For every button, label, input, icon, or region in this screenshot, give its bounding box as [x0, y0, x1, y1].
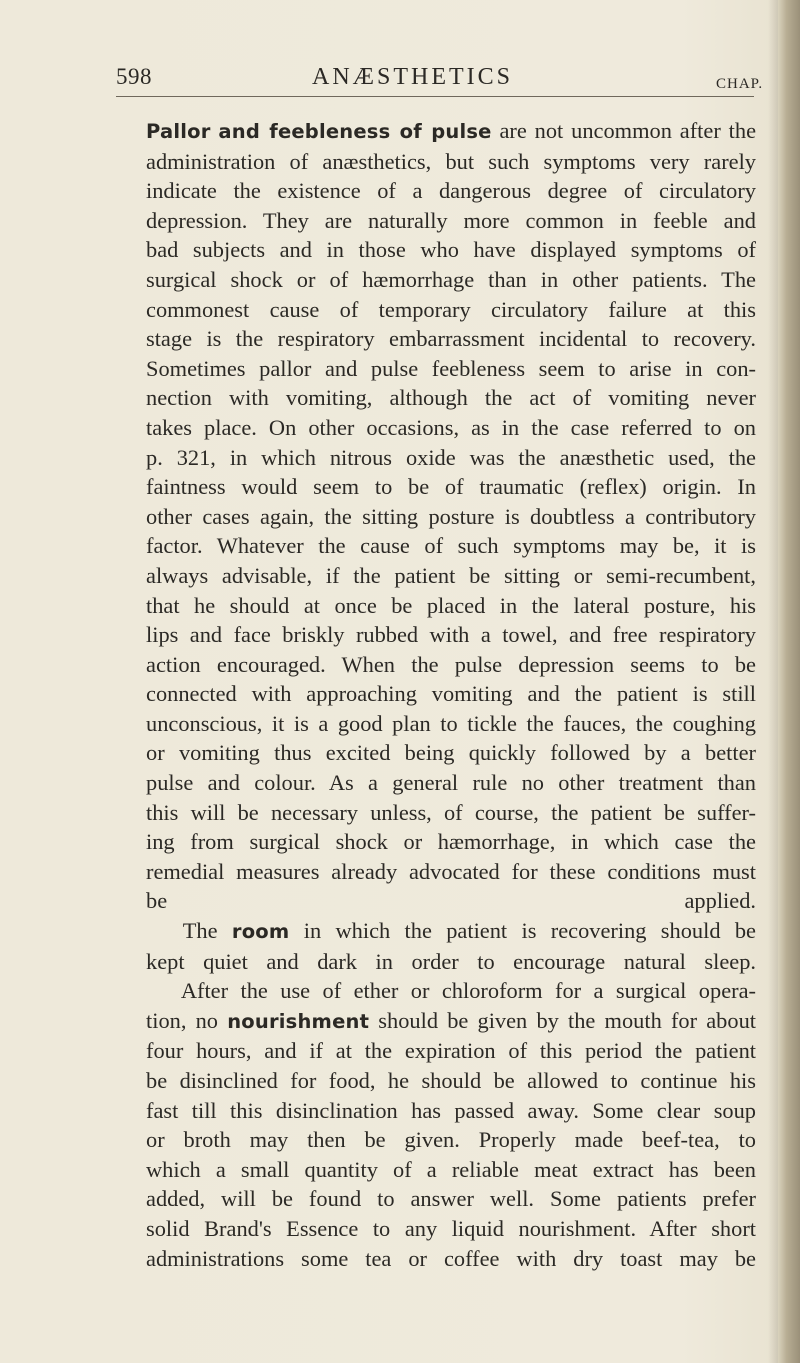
lead-term: room	[231, 920, 290, 944]
text-line: After the use of ether or chloroform for a surgical opera-	[146, 978, 756, 1004]
text-line: Sometimes pallor and pulse feebleness seem to arise in con-	[146, 355, 756, 381]
text-line: always advisable, if the patient be sitting or semi-recumbent,	[146, 562, 756, 588]
text-line: tion, no nourishment should be given by the mouth for about	[146, 1007, 756, 1033]
body-text	[116, 116, 756, 1273]
text-line: unconscious, it is a good plan to tickle the fauces, the coughing	[146, 710, 756, 736]
text-line: be disinclined for food, he should be allowed to continue his	[146, 1068, 756, 1093]
page-gutter-shadow	[768, 0, 778, 1363]
text-line: remedial measures already advocated for these conditions must	[146, 858, 756, 884]
text-line: stage is the respiratory embarrassment incidental to recovery.	[146, 326, 756, 352]
text-line: depression. They are naturally more common in feeble and	[146, 207, 756, 233]
text-line: be applied.	[146, 888, 756, 914]
text-line: factor. Whatever the cause of such symptoms may be, it is	[146, 533, 756, 559]
text-line: that he should at once be placed in the lateral posture, his	[146, 592, 756, 618]
lead-term-rest: and feebleness of pulse	[218, 120, 492, 143]
text-line: takes place. On other occasions, as in the case referred to on	[146, 414, 756, 440]
page-number: 598	[116, 64, 152, 89]
text-line: fast till this disinclination has passed away. Some clear soup	[146, 1097, 756, 1123]
running-head: ANÆSTHETICS	[312, 64, 514, 90]
chapter-label: CHAP.	[716, 76, 764, 92]
text-line: solid Brand's Essence to any liquid nourishment. After short	[146, 1215, 756, 1241]
paragraph-nourishment	[116, 976, 756, 1273]
text-line: indicate the existence of a dangerous degree of circulatory	[146, 178, 756, 204]
text-line: bad subjects and in those who have displayed symptoms of	[146, 237, 756, 263]
page-edge	[778, 0, 800, 1363]
text-line: which a small quantity of a reliable meat extract has been	[146, 1156, 756, 1182]
text-line: other cases again, the sitting posture is doubtless a contributory	[146, 503, 756, 529]
header-rule	[116, 96, 754, 97]
paragraph-room	[116, 916, 756, 976]
text-line: action encouraged. When the pulse depression seems to be	[146, 651, 756, 677]
lead-term: nourishment	[227, 1009, 370, 1033]
text-line: kept quiet and dark in order to encourage natural sleep.	[146, 948, 756, 974]
text-line: faintness would seem to be of traumatic (reflex) origin. In	[146, 474, 756, 500]
text-line: surgical shock or of hæmorrhage than in other patients. The	[146, 266, 756, 292]
text-line: nection with vomiting, although the act of vomiting never	[146, 385, 756, 411]
text-line: administration of anæsthetics, but such symptoms very rarely	[146, 148, 756, 174]
text-line: The room in which the patient is recovering should be	[146, 918, 756, 944]
paragraph-pallor	[116, 116, 756, 916]
text-line: this will be necessary unless, of course, the patient be suffer-	[146, 799, 756, 825]
text-line: lips and face briskly rubbed with a towel, and free respiratory	[146, 622, 756, 648]
text-line: Pallor and feebleness of pulse are not uncommon after the	[146, 118, 757, 143]
text-line: pulse and colour. As a general rule no other treatment than	[146, 770, 756, 796]
text-line: or broth may then be given. Properly made beef-tea, to	[146, 1127, 756, 1153]
lead-term: Pallor	[146, 120, 211, 143]
text-line: connected with approaching vomiting and the patient is still	[146, 681, 756, 707]
text-line: ing from surgical shock or hæmorrhage, in which case the	[146, 829, 756, 855]
text-line: four hours, and if at the expiration of this period the patient	[146, 1038, 756, 1064]
text-line: or vomiting thus excited being quickly followed by a better	[146, 740, 756, 766]
text-line: commonest cause of temporary circulatory failure at this	[146, 296, 756, 322]
text-line: administrations some tea or coffee with dry toast may be	[146, 1245, 756, 1271]
text-line: added, will be found to answer well. Some patients prefer	[146, 1186, 756, 1212]
text-line: p. 321, in which nitrous oxide was the anæsthetic used, the	[146, 444, 756, 470]
